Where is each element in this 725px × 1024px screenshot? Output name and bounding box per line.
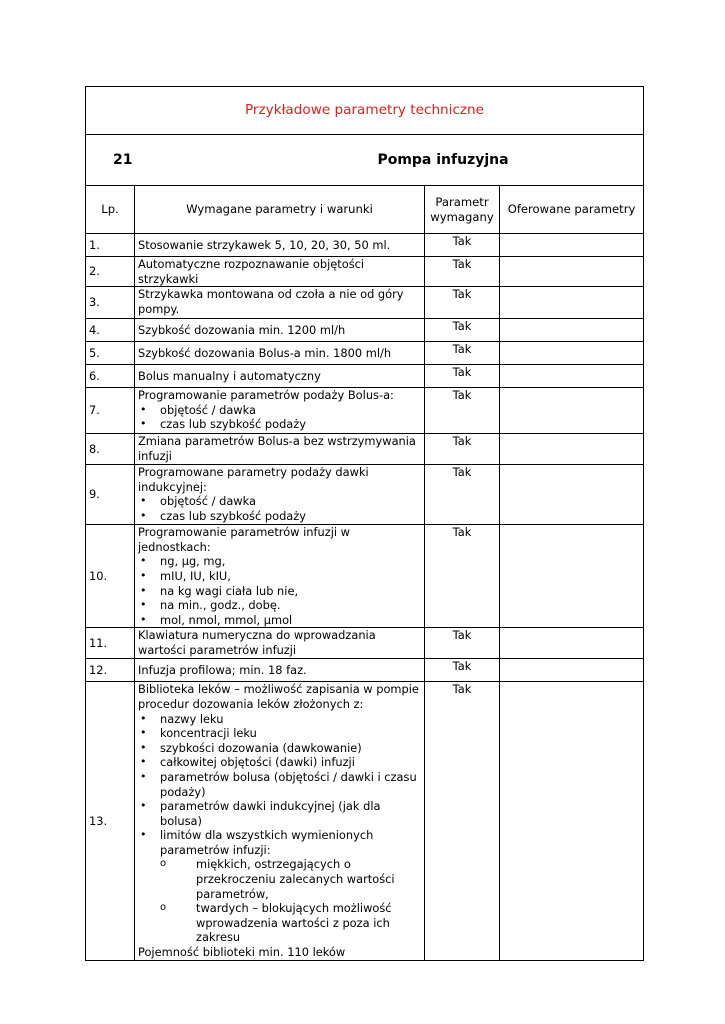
list-item: • mIU, IU, kIU, (160, 569, 421, 584)
row-text: Programowane parametry podaży dawki indukcyjnej: (138, 465, 369, 494)
row-desc (135, 465, 425, 525)
offered-cell[interactable] (500, 257, 644, 287)
list-item: • koncentracji leku (160, 726, 421, 741)
row-value: Tak (425, 659, 500, 682)
row-desc: Szybkość dozowania min. 1200 ml/h (135, 319, 425, 342)
table-row (86, 319, 644, 342)
row-lp: 2. (86, 257, 135, 287)
row-value: Tak (425, 287, 500, 319)
offered-cell[interactable] (500, 659, 644, 682)
list-item: • parametrów dawki indukcyjnej (jak dla bolusa) (160, 799, 421, 828)
row-desc (135, 525, 425, 628)
column-headers (86, 186, 644, 234)
row-lp: 3. (86, 287, 135, 319)
offered-cell[interactable] (500, 434, 644, 465)
bullet-list (138, 494, 421, 523)
table-title: Przykładowe parametry techniczne (86, 87, 644, 135)
list-item: • czas lub szybkość podaży (160, 417, 421, 432)
row-value: Tak (425, 234, 500, 257)
row-lp: 11. (86, 628, 135, 659)
table-row (86, 525, 644, 628)
list-item: • całkowitej objętości (dawki) infuzji (160, 755, 421, 770)
col-required: Wymagane parametry i warunki (135, 186, 425, 234)
bullet-list (138, 712, 421, 858)
list-item: • ng, µg, mg, (160, 554, 421, 569)
offered-cell[interactable] (500, 465, 644, 525)
table-row (86, 257, 644, 287)
table-row (86, 659, 644, 682)
table-row (86, 628, 644, 659)
row-desc: Automatyczne rozpoznawanie objętości strzykawki (135, 257, 425, 287)
row-lp: 9. (86, 465, 135, 525)
sub-list-item: o twardych – blokujących możliwość wprowadzenia wartości z poza ich zakresu (178, 901, 421, 945)
row-desc (135, 388, 425, 434)
table-row (86, 342, 644, 365)
list-item: • objętość / dawka (160, 494, 421, 509)
bullet-list (138, 403, 421, 432)
row-value: Tak (425, 365, 500, 388)
list-item: • czas lub szybkość podaży (160, 509, 421, 524)
list-item: • mol, nmol, mmol, µmol (160, 613, 421, 628)
spec-sheet (85, 86, 643, 961)
row-desc: Strzykawka montowana od czoła a nie od góry pompy. (135, 287, 425, 319)
list-item: • na min., godz., dobę. (160, 598, 421, 613)
sub-list-item: o miękkich, ostrzegających o przekroczeniu zalecanych wartości parametrów, (178, 857, 421, 901)
col-param-required: Parametr wymagany (425, 186, 500, 234)
row-desc: Infuzja profilowa; min. 18 faz. (135, 659, 425, 682)
row-value: Tak (425, 465, 500, 525)
table-row (86, 682, 644, 960)
table-row (86, 388, 644, 434)
offered-cell[interactable] (500, 342, 644, 365)
row-text: Programowanie parametrów infuzji w jednostkach: (138, 525, 350, 554)
offered-cell[interactable] (500, 682, 644, 960)
row-lp: 4. (86, 319, 135, 342)
row-lp: 5. (86, 342, 135, 365)
offered-cell[interactable] (500, 319, 644, 342)
list-item: • nazwy leku (160, 712, 421, 727)
row-lp: 8. (86, 434, 135, 465)
row-lp: 1. (86, 234, 135, 257)
device-header (86, 135, 644, 186)
row-desc: Zmiana parametrów Bolus-a bez wstrzymywania infuzji (135, 434, 425, 465)
row-value: Tak (425, 319, 500, 342)
table-row (86, 365, 644, 388)
row-desc: Szybkość dozowania Bolus-a min. 1800 ml/h (135, 342, 425, 365)
spec-table (85, 86, 644, 961)
row-desc (135, 682, 425, 960)
list-item: • parametrów bolusa (objętości / dawki i czasu podaży) (160, 770, 421, 799)
row-value: Tak (425, 682, 500, 960)
row-lp: 7. (86, 388, 135, 434)
table-row (86, 465, 644, 525)
offered-cell[interactable] (500, 388, 644, 434)
table-row (86, 287, 644, 319)
col-offered: Oferowane parametry (500, 186, 644, 234)
table-row (86, 234, 644, 257)
col-lp: Lp. (86, 186, 135, 234)
sub-bullet-list (138, 857, 421, 945)
row-value: Tak (425, 525, 500, 628)
row-text: Programowanie parametrów podaży Bolus-a: (138, 388, 394, 403)
offered-cell[interactable] (500, 365, 644, 388)
offered-cell[interactable] (500, 234, 644, 257)
row-desc: Klawiatura numeryczna do wprowadzania wartości parametrów infuzji (135, 628, 425, 659)
device-number: 21 (113, 151, 133, 168)
offered-cell[interactable] (500, 525, 644, 628)
list-item: • szybkości dozowania (dawkowanie) (160, 741, 421, 756)
bullet-list (138, 554, 421, 627)
offered-cell[interactable] (500, 628, 644, 659)
table-row (86, 434, 644, 465)
list-item: • na kg wagi ciała lub nie, (160, 584, 421, 599)
row-value: Tak (425, 388, 500, 434)
row-lp: 6. (86, 365, 135, 388)
offered-cell[interactable] (500, 287, 644, 319)
row-lp: 13. (86, 682, 135, 960)
row-desc: Bolus manualny i automatyczny (135, 365, 425, 388)
row-value: Tak (425, 342, 500, 365)
list-item: • objętość / dawka (160, 403, 421, 418)
device-name: Pompa infuzyjna (377, 151, 509, 168)
row-value: Tak (425, 434, 500, 465)
library-capacity: Pojemność biblioteki min. 110 leków (138, 945, 346, 960)
row-desc: Stosowanie strzykawek 5, 10, 20, 30, 50 ml. (135, 234, 425, 257)
list-item: • limitów dla wszystkich wymienionych parametrów infuzji: (160, 828, 421, 857)
row-lp: 10. (86, 525, 135, 628)
row-value: Tak (425, 257, 500, 287)
row-text: Biblioteka leków – możliwość zapisania w pompie procedur dozowania leków złożonych z: (138, 682, 419, 711)
row-lp: 12. (86, 659, 135, 682)
row-value: Tak (425, 628, 500, 659)
